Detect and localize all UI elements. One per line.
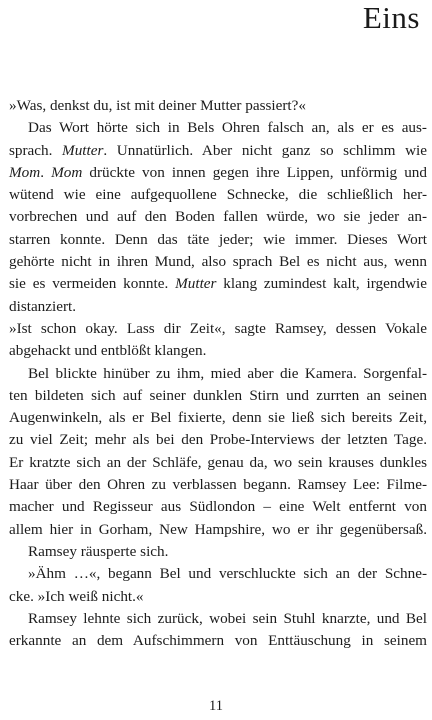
text-line: Er kratzte sich an der Schläfe, genau da, wo sein krauses dunkles bbox=[9, 453, 427, 471]
text-line: abgehackt und entblößt klangen. bbox=[9, 342, 207, 360]
text-line: Ramsey lehnte sich zurück, wobei sein Stuhl knarzte, und Bel bbox=[28, 609, 427, 627]
text-line: vorbrechen und auf den Boden fallen würde, wo sie jeder an- bbox=[9, 208, 427, 226]
text-line: »Was, denkst du, ist mit deiner Mutter passiert?« bbox=[9, 97, 306, 114]
text-line: gehörte nicht in ihren Mund, also sprach Bel es nicht aus, wenn bbox=[9, 253, 427, 271]
text-line: Ramsey räusperte sich. bbox=[28, 542, 169, 560]
text-line: cke. »Ich weiß nicht.« bbox=[9, 587, 144, 605]
page-number: 11 bbox=[209, 698, 223, 714]
text-line: distanziert. bbox=[9, 297, 77, 315]
text-line: ten bildeten sich auf seiner dunklen Stirn und zurrten an seinen bbox=[9, 386, 427, 404]
text-line: allem hier in Gorham, New Hampshire, wo er ihr gegenübersaß. bbox=[9, 520, 427, 538]
text-line: erkannte an dem Aufschimmern von Enttäuschung in seinem bbox=[9, 632, 427, 650]
text-line: starren konnte. Denn das täte jeder; wie immer. Dieses Wort bbox=[9, 230, 427, 248]
text-line: Bel blickte hinüber zu ihm, mied aber die Kamera. Sorgenfal- bbox=[28, 364, 427, 382]
text-line: Mom. Mom drückte von innen gegen ihre Lippen, unförmig und bbox=[9, 163, 427, 181]
text-line: Augenwinkeln, als er Bel fixierte, denn sie ließ sich bereits Zeit, bbox=[9, 409, 427, 427]
text-line: »Ist schon okay. Lass dir Zeit«, sagte Ramsey, dessen Vokale bbox=[9, 319, 427, 337]
text-line: »Ähm …«, begann Bel und verschluckte sich an der Schne- bbox=[28, 565, 427, 583]
text-line: Haar über den Ohren zu verblassen begann. Ramsey Lee: Filme- bbox=[9, 476, 427, 494]
body-text bbox=[9, 95, 427, 652]
chapter-title: Eins bbox=[362, 0, 420, 35]
text-line: wütend wie eine aufgequollene Schnecke, die schließlich her- bbox=[9, 186, 427, 204]
text-line: macher und Regisseur aus Südlondon – eine Welt entfernt von bbox=[9, 498, 427, 516]
text-line: Das Wort hörte sich in Bels Ohren falsch an, als er es aus- bbox=[28, 119, 427, 137]
text-line: sprach. Mutter. Unnatürlich. Aber nicht ganz so schlimm wie bbox=[9, 141, 428, 159]
text-line: zu viel Zeit; mehr als bei den Probe-Interviews der letzten Tage. bbox=[9, 431, 427, 449]
text-line: sie es vermeiden konnte. Mutter klang zumindest kalt, irgendwie bbox=[9, 275, 427, 293]
